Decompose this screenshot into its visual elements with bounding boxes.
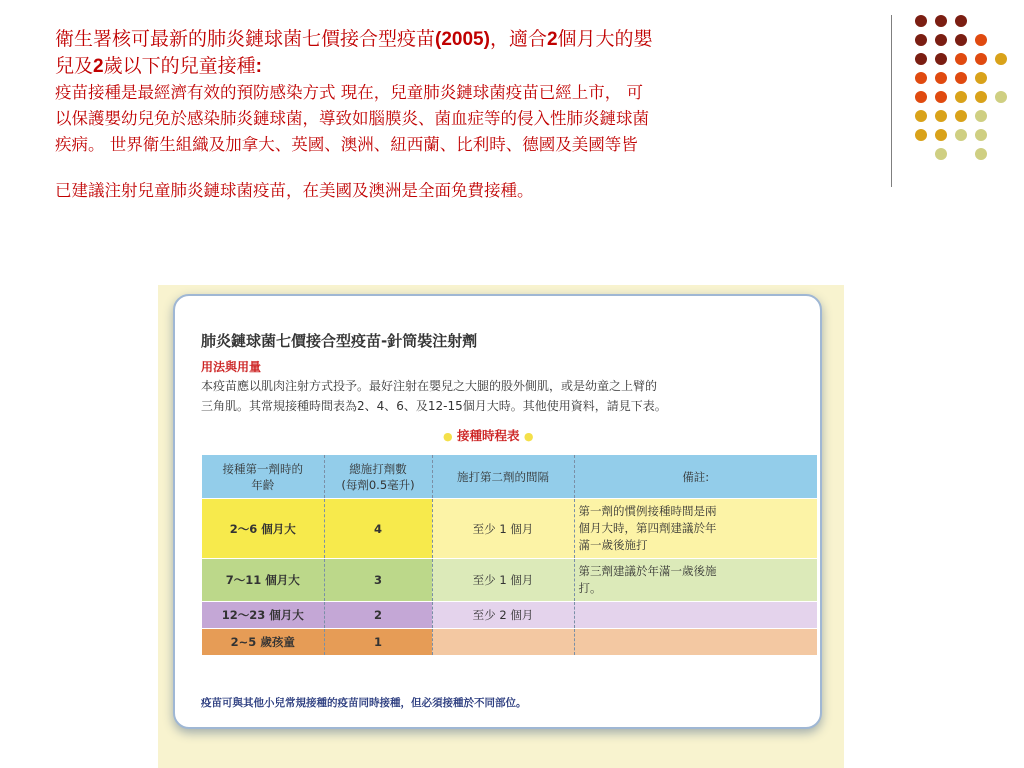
slide-paragraph-last [55,178,885,204]
column-header-doses: 總施打劑數 (每劑0.5毫升) [324,455,432,499]
heading-number: 2 [546,29,558,50]
heading-colon: : [255,56,262,77]
card-description [201,376,801,416]
paragraph-line: 已建議注射兒童肺炎鏈球菌疫苗，在美國及澳洲是全面免費接種。 [55,181,534,200]
heading-text: 衛生署核可最新的肺炎鏈球菌七價接合型疫苗 [55,28,436,50]
decor-dot [955,129,967,141]
column-header-note: 備註: [574,455,817,499]
note-cell [574,629,817,656]
decor-dot [935,15,947,27]
paragraph-line: 疾病。 世界衛生組織及加拿大、英國、澳洲、紐西蘭、比利時、德國及美國等皆 [55,135,638,154]
schedule-title-text: 接種時程表 [456,428,520,443]
slide-heading [55,26,885,80]
decor-dot [915,72,927,84]
decor-dot [995,91,1007,103]
decorative-dot-grid [903,15,1013,175]
sun-icon: ● [523,430,534,443]
heading-text: 歲以下的兒童接種 [103,55,256,77]
table-row [202,559,817,602]
interval-cell: 至少 2 個月 [432,602,574,629]
decor-dot [915,34,927,46]
note-cell: 第三劑建議於年滿一歲後施 打。 [574,559,817,602]
doses-cell: 4 [324,499,432,559]
decor-dot [955,34,967,46]
doses-cell: 2 [324,602,432,629]
interval-cell: 至少 1 個月 [432,499,574,559]
decor-dot [975,110,987,122]
decor-dot [955,53,967,65]
decor-dot [975,34,987,46]
decor-dot [955,72,967,84]
column-header-age: 接種第一劑時的 年齡 [202,455,324,499]
note-cell [574,602,817,629]
schedule-card [173,294,822,729]
age-cell: 12～23 個月大 [202,602,324,629]
heading-text: 兒及 [55,55,94,77]
slide-text [55,26,885,204]
decor-dot [975,91,987,103]
card-footer: 疫苗可與其他小兒常規接種的疫苗同時接種，但必須接種於不同部位。 [201,697,527,709]
decor-dot [915,53,927,65]
decor-dot [935,53,947,65]
decor-dot [935,129,947,141]
column-header-interval: 施打第二劑的間隔 [432,455,574,499]
decor-dot [915,129,927,141]
decor-dot [935,72,947,84]
paragraph-line: 疫苗接種是最經濟有效的預防感染方式 現在，兒童肺炎鏈球菌疫苗已經上市， 可 [55,83,643,102]
heading-year: (2005) [435,29,490,50]
decor-dot [995,53,1007,65]
heading-text: ，適合 [489,28,547,50]
interval-cell [432,629,574,656]
sun-icon: ● [443,430,453,443]
table-row [202,629,817,656]
table-row [202,499,817,559]
card-subtitle: 用法與用量 [201,360,262,374]
age-cell: 2~5 歲孩童 [202,629,324,656]
description-line: 本疫苗應以肌肉注射方式投予。最好注射在嬰兒之大腿的股外側肌，或是幼童之上臂的 [201,379,658,393]
decor-dot [955,91,967,103]
decor-dot [975,129,987,141]
decor-dot [935,91,947,103]
paragraph-line: 以保護嬰幼兒免於感染肺炎鏈球菌，導致如腦膜炎、菌血症等的侵入性肺炎鏈球菌 [55,109,649,128]
note-cell: 第一劑的慣例接種時間是兩 個月大時，第四劑建議於年 滿一歲後施打 [574,499,817,559]
schedule-title [443,426,533,444]
vertical-divider [891,15,892,187]
decor-dot [915,15,927,27]
decor-dot [935,34,947,46]
decor-dot [975,148,987,160]
decor-dot [915,91,927,103]
decor-dot [955,110,967,122]
description-line: 三角肌。其常規接種時間表為2、4、6、及12-15個月大時。其他使用資料，請見下表。 [201,399,667,413]
doses-cell: 1 [324,629,432,656]
table-row [202,602,817,629]
slide-paragraph [55,80,885,158]
age-cell: 7～11 個月大 [202,559,324,602]
decor-dot [975,72,987,84]
decor-dot [915,110,927,122]
vaccine-schedule-image [158,285,844,768]
heading-text: 個月大的嬰 [557,28,653,50]
decor-dot [935,148,947,160]
doses-cell: 3 [324,559,432,602]
table-header-row [202,455,817,499]
age-cell: 2～6 個月大 [202,499,324,559]
schedule-table [202,455,817,656]
decor-dot [935,110,947,122]
card-title: 肺炎鏈球菌七價接合型疫苗-針筒裝注射劑 [201,332,478,350]
heading-number: 2 [93,56,104,77]
interval-cell: 至少 1 個月 [432,559,574,602]
decor-dot [975,53,987,65]
decor-dot [955,15,967,27]
